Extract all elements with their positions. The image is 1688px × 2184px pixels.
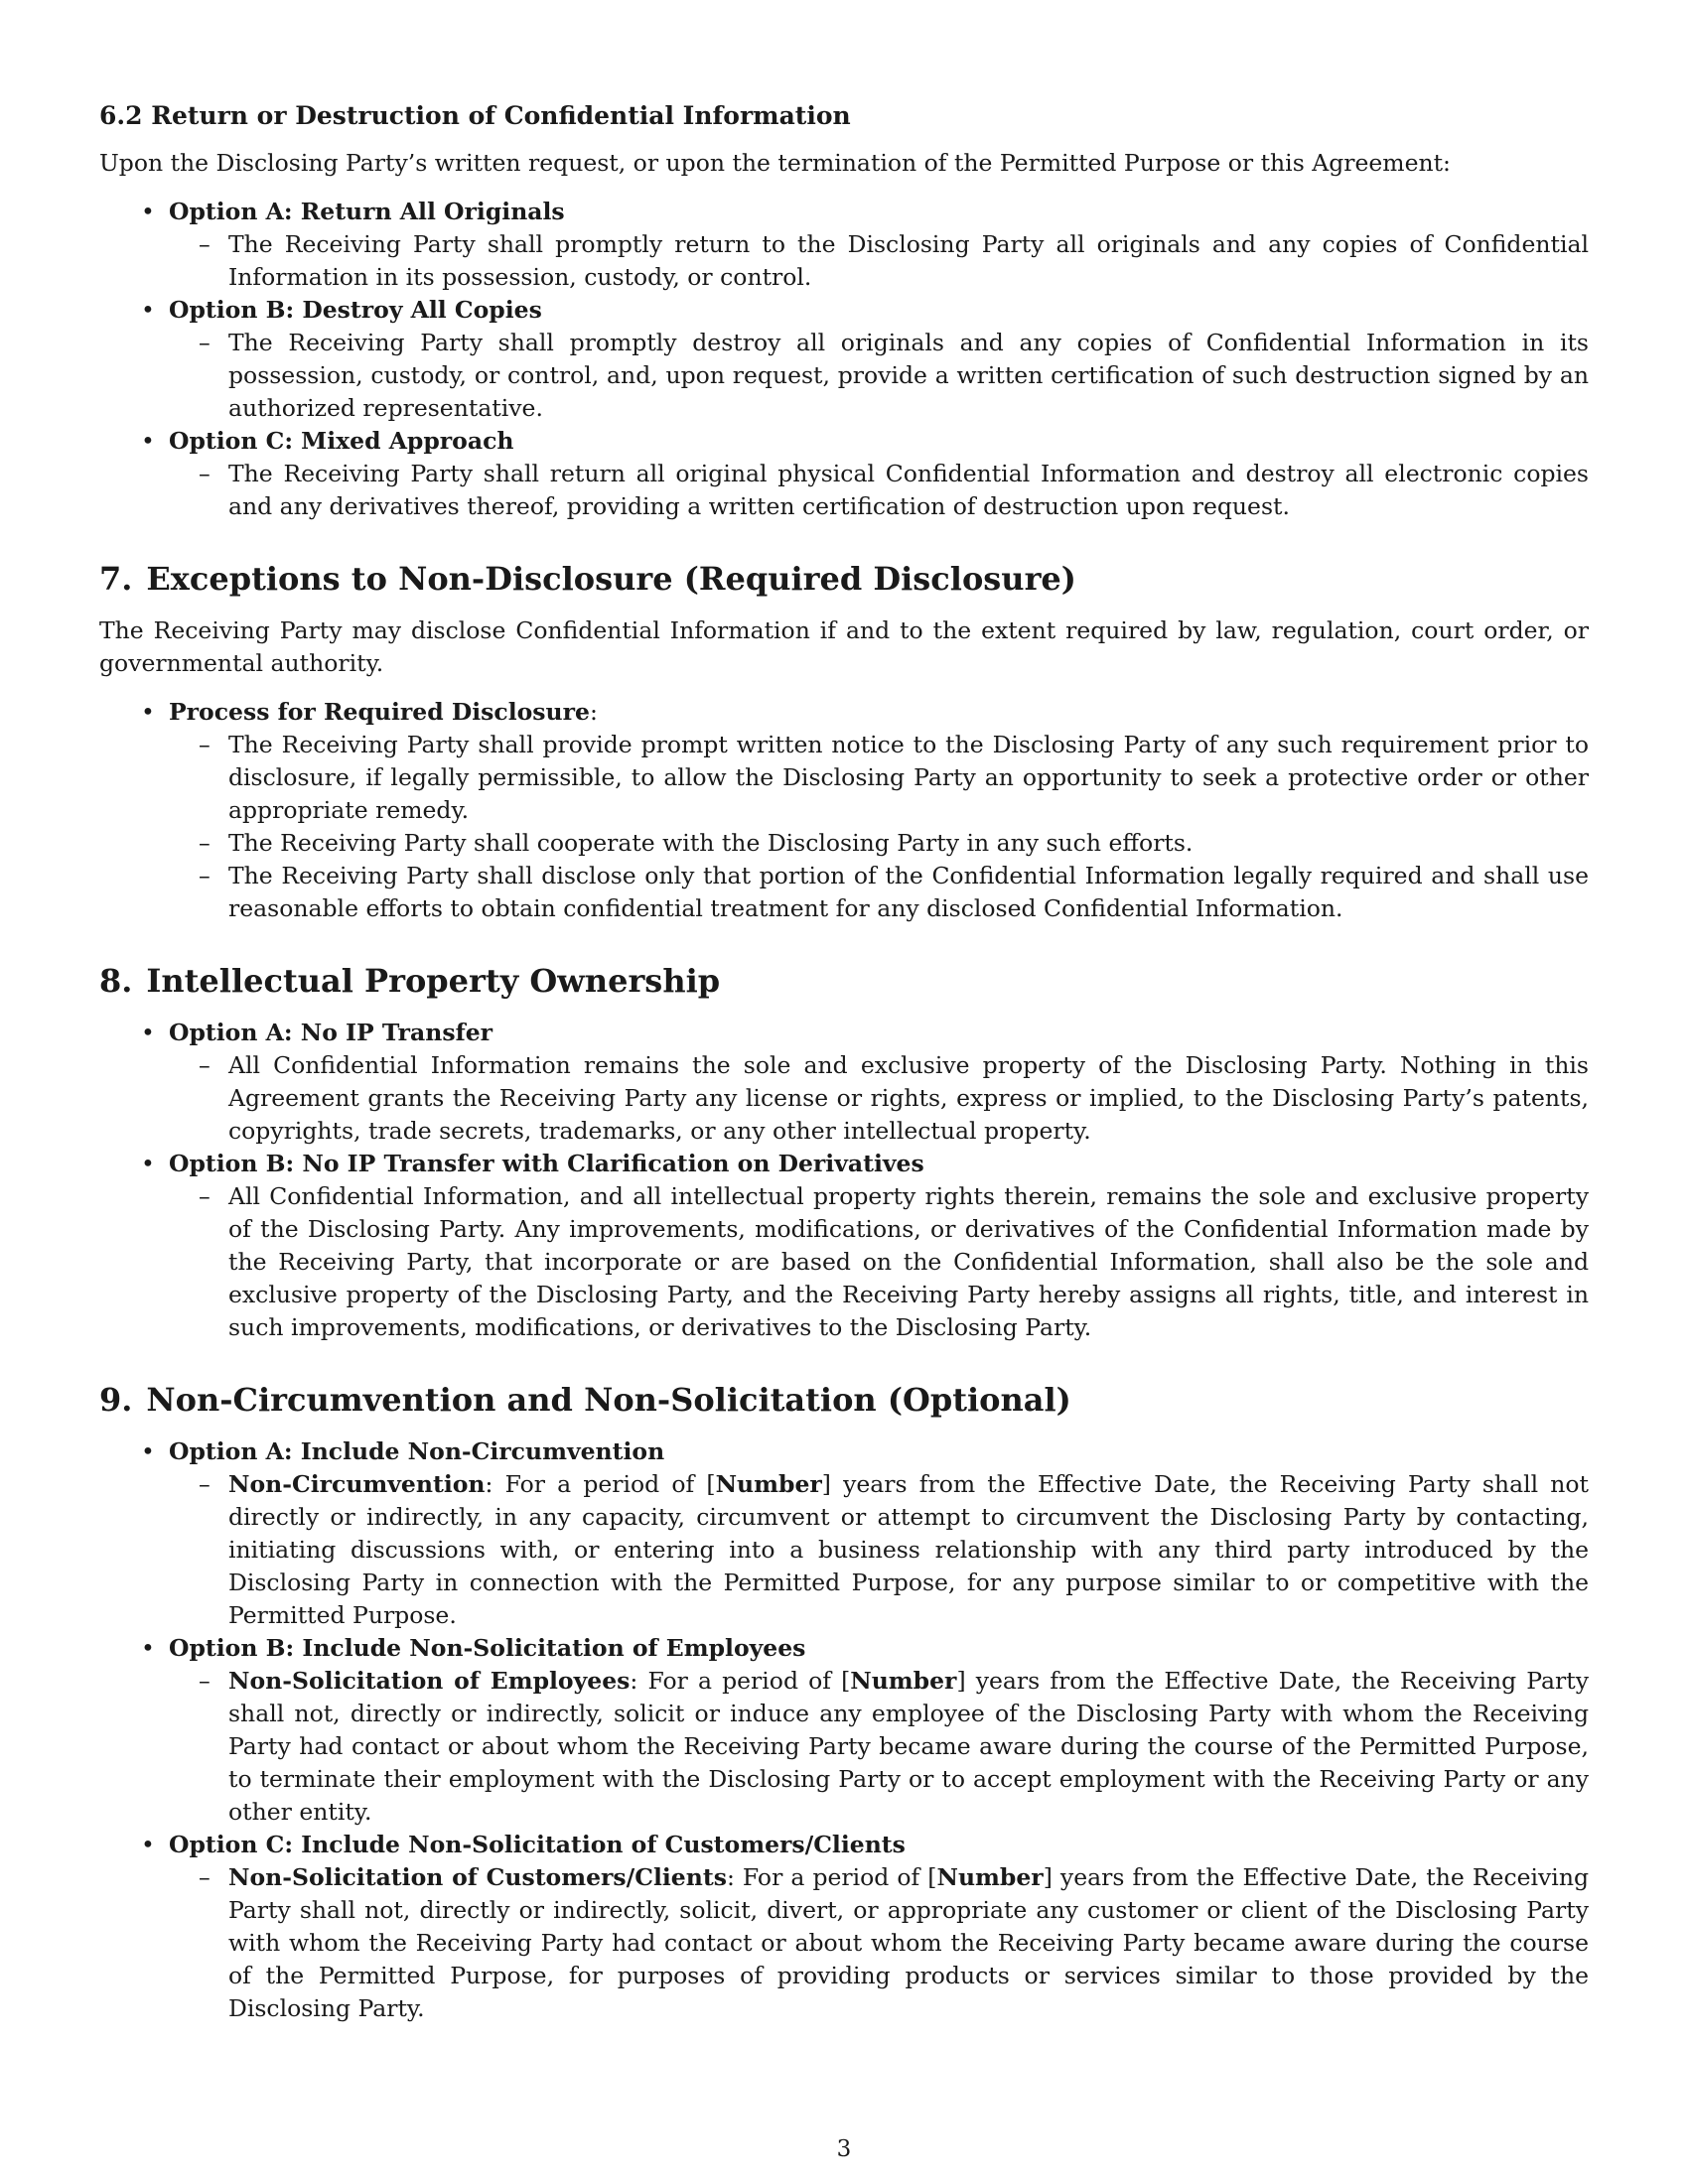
list-item <box>199 827 1589 860</box>
dash-icon: – <box>199 230 211 258</box>
option-text: All Confidential Information, and all intellectual property rights therein, remains the sole and exclusive property of the Disclosing Party. Any improvements, modifications, or derivatives of the Confidential Information made by the Receiving Party, that incorporate or are based on the Confidential Information, shall also be the sole and exclusive property of the Disclosing Party, and the Receiving Party hereby assigns all rights, title, and interest in such improvements, modifications, or derivatives to the Disclosing Party. <box>228 1182 1589 1341</box>
list-item <box>199 1180 1589 1344</box>
option-label: Option B: No IP Transfer with Clarification on Derivatives <box>169 1150 924 1177</box>
process-item: The Receiving Party shall disclose only that portion of the Confidential Information legally required and shall use reasonable efforts to obtain confidential treatment for any disclosed Confidential Information. <box>228 862 1589 922</box>
options-list-9 <box>99 1435 1589 2025</box>
list-item <box>141 696 1589 925</box>
bullet-icon: • <box>141 1634 155 1662</box>
dash-icon: – <box>199 1051 211 1079</box>
list-item <box>141 294 1589 425</box>
section-title-9 <box>99 1380 1589 1420</box>
list-item <box>199 729 1589 827</box>
dash-icon: – <box>199 1863 211 1891</box>
dash-icon: – <box>199 829 211 857</box>
section-number: 8. <box>99 962 133 1000</box>
list-item <box>199 1665 1589 1829</box>
list-item <box>199 327 1589 425</box>
page-number: 3 <box>836 2136 852 2162</box>
bullet-icon: • <box>141 1437 155 1465</box>
list-item <box>141 1435 1590 1632</box>
bullet-icon: • <box>141 296 155 324</box>
dash-icon: – <box>199 1667 211 1695</box>
section-heading: Exceptions to Non-Disclosure (Required Disclosure) <box>146 560 1076 598</box>
bullet-icon: • <box>141 198 155 225</box>
section-number: 9. <box>99 1381 133 1419</box>
bullet-icon: • <box>141 1831 155 1858</box>
dash-icon: – <box>199 460 211 487</box>
list-item <box>199 1049 1589 1148</box>
list-item <box>141 196 1589 294</box>
option-label: Option A: Return All Originals <box>169 198 565 225</box>
bullet-icon: • <box>141 698 155 726</box>
clause-term: Non-Circumvention <box>228 1470 486 1498</box>
process-label: Process for Required Disclosure <box>169 698 590 726</box>
section-intro-7: The Receiving Party may disclose Confidential Information if and to the extent required by law, regulation, court order, or governmental authority. <box>99 616 1589 677</box>
dash-icon: – <box>199 1470 211 1498</box>
option-text: All Confidential Information remains the sole and exclusive property of the Disclosing Party. Nothing in this Agreement grants the Receiving Party any license or rights, express or implied, to the Disclosing Party’s patents, copyrights, trade secrets, trademarks, or any other intellectual property. <box>228 1051 1589 1145</box>
clause-text-post: ] years from the Effective Date, the Receiving Party shall not, directly or indirectly, solicit, divert, or appropriate any customer or client of the Disclosing Party with whom the Receiving Party had contact or about whom the Receiving Party became aware during the course of the Permitted Purpose, for purposes of providing products or services similar to those provided by the Disclosing Party. <box>228 1863 1589 2022</box>
clause-text-pre: : For a period of [ <box>485 1470 716 1498</box>
list-item <box>141 1148 1589 1344</box>
option-text: The Receiving Party shall return all original physical Confidential Information and destroy all electronic copies and any derivatives thereof, providing a written certification of destruction upon request. <box>228 460 1589 520</box>
dash-icon: – <box>199 731 211 758</box>
section-heading: Non-Circumvention and Non-Solicitation (Optional) <box>146 1381 1071 1419</box>
bullet-icon: • <box>141 427 155 455</box>
section-number: 7. <box>99 560 133 598</box>
option-label: Option B: Destroy All Copies <box>169 296 542 324</box>
process-item: The Receiving Party shall provide prompt written notice to the Disclosing Party of any such requirement prior to disclosure, if legally permissible, to allow the Disclosing Party an opportunity to seek a protective order or other appropriate remedy. <box>228 731 1589 824</box>
list-item <box>199 1468 1590 1632</box>
section-heading: Intellectual Property Ownership <box>146 962 721 1000</box>
option-text: The Receiving Party shall promptly return to the Disclosing Party all originals and any copies of Confidential Information in its possession, custody, or control. <box>228 230 1589 291</box>
clause-term: Non-Solicitation of Employees <box>228 1667 631 1695</box>
clause-text-pre: : For a period of [ <box>630 1667 851 1695</box>
number-placeholder: Number <box>715 1470 822 1498</box>
clause-term: Non-Solicitation of Customers/Clients <box>228 1863 727 1891</box>
number-placeholder: Number <box>850 1667 957 1695</box>
bullet-icon: • <box>141 1150 155 1177</box>
list-item <box>141 1017 1589 1148</box>
option-label: Option C: Include Non-Solicitation of Customers/Clients <box>169 1831 906 1858</box>
clause-text-post: ] years from the Effective Date, the Receiving Party shall not, directly or indirectly, solicit or induce any employee of the Disclosing Party with whom the Receiving Party had contact or about whom the Receiving Party became aware during the course of the Permitted Purpose, to terminate their employment with the Disclosing Party or to accept employment with the Receiving Party or any other entity. <box>228 1667 1589 1826</box>
option-label: Option B: Include Non-Solicitation of Employees <box>169 1634 806 1662</box>
process-list-7 <box>99 696 1589 925</box>
list-item <box>199 458 1589 523</box>
clause-text-post: ] years from the Effective Date, the Receiving Party shall not directly or indirectly, in any capacity, circumvent or attempt to circumvent the Disclosing Party by contacting, initiating discussions with, or entering into a business relationship with any third party introduced by the Disclosing Party in connection with the Permitted Purpose, for any purpose similar to or competitive with the Permitted Purpose. <box>228 1470 1590 1629</box>
list-item <box>141 1632 1589 1829</box>
section-title-7 <box>99 559 1589 599</box>
option-label: Option C: Mixed Approach <box>169 427 514 455</box>
clause-text-pre: : For a period of [ <box>726 1863 937 1891</box>
dash-icon: – <box>199 1182 211 1210</box>
subsection-intro-6-2: Upon the Disclosing Party’s written request, or upon the termination of the Permitted Purpose or this Agreement: <box>99 149 1451 177</box>
bullet-icon: • <box>141 1019 155 1046</box>
list-item <box>141 425 1589 523</box>
dash-icon: – <box>199 862 211 889</box>
options-list-6-2 <box>99 196 1589 523</box>
list-item <box>199 860 1589 925</box>
dash-icon: – <box>199 329 211 356</box>
section-title-8 <box>99 961 1589 1001</box>
option-label: Option A: Include Non-Circumvention <box>169 1437 665 1465</box>
option-text: The Receiving Party shall promptly destroy all originals and any copies of Confidential Information in its possession, custody, or control, and, upon request, provide a written certification of such destruction signed by an authorized representative. <box>228 329 1589 422</box>
subsection-title-6-2: 6.2 Return or Destruction of Confidential Information <box>99 101 851 130</box>
options-list-8 <box>99 1017 1589 1344</box>
list-item <box>199 228 1589 294</box>
process-colon: : <box>589 698 598 726</box>
process-item: The Receiving Party shall cooperate with the Disclosing Party in any such efforts. <box>228 829 1194 857</box>
list-item <box>199 1861 1589 2025</box>
option-label: Option A: No IP Transfer <box>169 1019 493 1046</box>
list-item <box>141 1829 1589 2025</box>
number-placeholder: Number <box>936 1863 1044 1891</box>
